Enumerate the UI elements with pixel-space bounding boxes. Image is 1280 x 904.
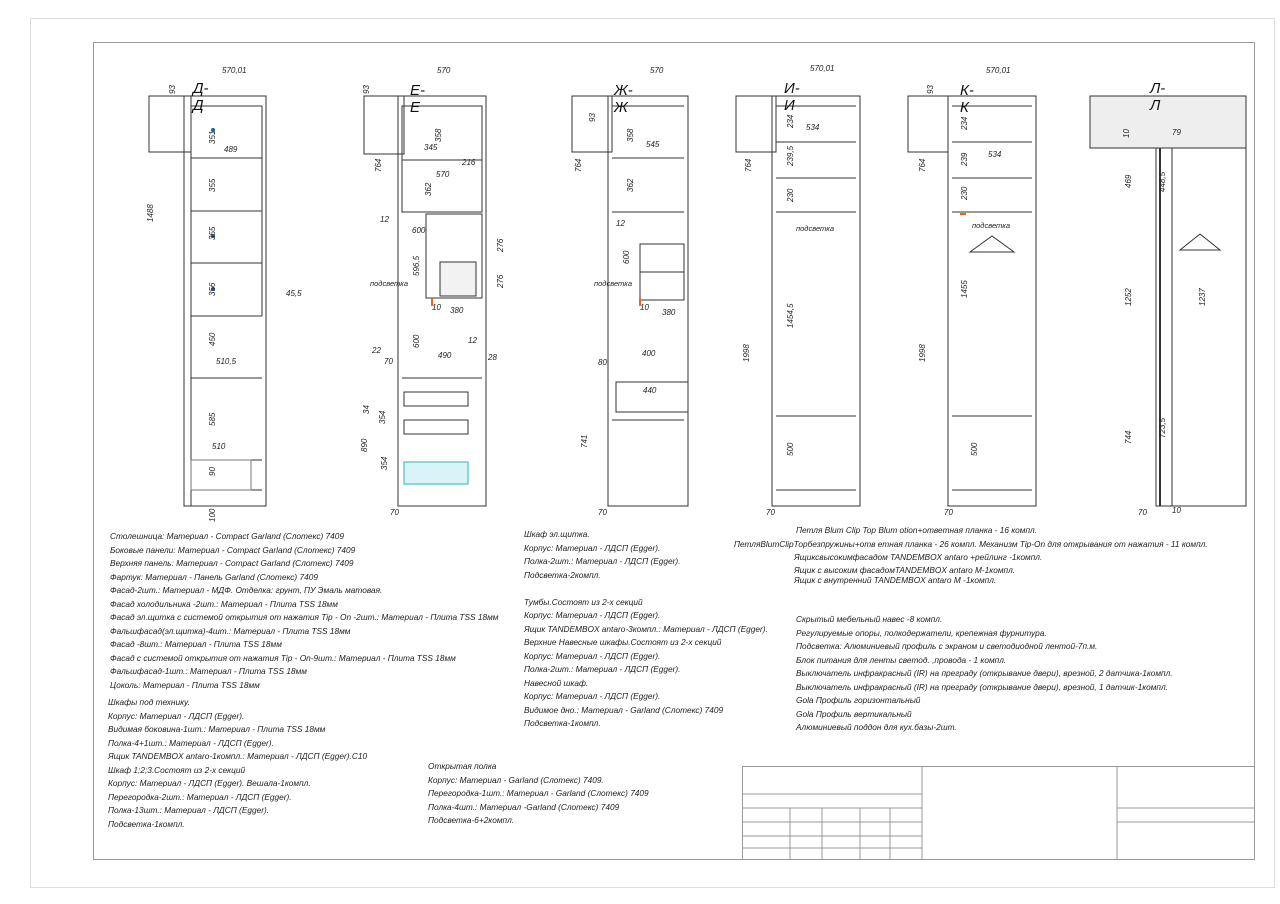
width-dim: 570,01	[810, 64, 835, 73]
note-line: Корпус: Материал - ЛДСП (Egger). Вешала-1компл.	[108, 778, 311, 788]
note-line: Перегородка-1шт.: Материал - Garland (Слотекс) 7409	[428, 788, 649, 798]
dim: 723,5	[1158, 417, 1167, 438]
dim: 345	[424, 143, 438, 152]
dim: 354	[378, 410, 387, 424]
note-line: Шкаф 1;2;3.Состоят из 2-х секций	[108, 764, 246, 775]
lighting-label: подсветка	[594, 279, 632, 288]
spec-notes-right-2	[796, 613, 1173, 735]
lighting-label: подсветка	[796, 224, 834, 233]
note-line: Подсветка-6+2компл.	[428, 815, 515, 825]
dim: 230	[960, 186, 969, 200]
note-line: Ящиксвысокимфасадом TANDEMBOX antaro +рейлинг -1компл.	[794, 552, 1043, 562]
dim: 358	[434, 128, 443, 142]
dim: 380	[662, 308, 676, 317]
dim: 741	[580, 434, 589, 448]
dim: 355	[208, 226, 217, 240]
dim: 600	[622, 250, 631, 264]
dim: 45,5	[286, 289, 302, 298]
dim: 90	[208, 467, 217, 476]
dim: 70	[944, 508, 953, 517]
note-line: Корпус: Материал - ЛДСП (Egger).	[524, 610, 661, 620]
dim: 239	[960, 152, 969, 166]
note-line: Перегородка-2шт.: Материал - ЛДСП (Egger).	[108, 791, 292, 802]
dim: 230	[786, 188, 795, 202]
note-line: Ящик TANDEMBOX antaro-3компл.: Материал - ЛДСП (Egger).	[524, 623, 768, 634]
dim: 70	[1138, 508, 1147, 517]
dim: 70	[390, 508, 399, 517]
dim: 356	[208, 282, 217, 296]
dim: 448,5	[1158, 171, 1167, 192]
note-line: Цоколь: Материал - Плита TSS 18мм	[110, 679, 260, 690]
note-line: ПетляBlumClipТорбезпружины+отв етная планка - 26 компл. Механизм Tip-On для открывания от нажатия - 11 компл.	[734, 538, 1208, 549]
note-line: Столешница: Материал - Compact Garland (Слотекс) 7409	[110, 531, 345, 541]
dim: 216	[462, 158, 476, 167]
note-line: Корпус: Материал - ЛДСП (Egger).	[524, 691, 661, 701]
dim: 10	[1172, 506, 1181, 515]
dim: 764	[744, 158, 753, 172]
note-line: Алюминиевый поддон для кух.базы-2шт.	[796, 722, 957, 732]
dim: 469	[1124, 174, 1133, 188]
dim: 489	[224, 145, 238, 154]
width-dim: 570,01	[986, 66, 1011, 75]
note-line: Тумбы.Состоят из 2-х секций	[524, 596, 643, 607]
note-line: Корпус: Материал - ЛДСП (Egger).	[108, 710, 245, 721]
note-line: Боковые панели: Материал - Compact Garland (Слотекс) 7409	[110, 544, 356, 555]
section-title: Е-Е	[410, 82, 425, 116]
dim: 362	[626, 178, 635, 192]
dim: 500	[970, 442, 979, 456]
lighting-label: подсветка	[370, 279, 408, 288]
note-line: Ящик TANDEMBOX antaro-1компл.: Материал - ЛДСП (Egger).С10	[108, 751, 368, 761]
dim: 12	[380, 215, 389, 224]
dim: 440	[643, 386, 657, 395]
note-line: Петля Blum Clip Top Blum otion+ответная планка - 16 компл.	[796, 525, 1038, 535]
dim: 355	[208, 178, 217, 192]
dim: 510,5	[216, 357, 237, 366]
section-title: И-И	[784, 80, 800, 114]
note-line: Регулируемые опоры, полкодержатели, крепежная фурнитура.	[796, 627, 1047, 638]
note-line: Подсветка-1компл.	[108, 818, 185, 829]
dim: 70	[384, 357, 393, 366]
note-line: Полка-2шт.: Материал - ЛДСП (Egger).	[524, 664, 681, 674]
note-line: Шкаф эл.щитка.	[524, 529, 590, 539]
dim: 534	[806, 123, 820, 132]
dim: 400	[642, 349, 656, 358]
spec-notes-mid-2	[428, 760, 649, 828]
width-dim: 570	[650, 66, 664, 75]
dim: 358	[626, 128, 635, 142]
width-dim: 570	[437, 66, 451, 75]
note-line: Полка-13шт.: Материал - ЛДСП (Egger).	[108, 805, 270, 815]
dim: 510	[212, 442, 226, 451]
note-line: Полка-4+1шт.: Материал - ЛДСП (Egger).	[108, 737, 274, 748]
note-line: Выключатель инфракрасный (IR) на преграду (открывание двери), врезной, 1 датчик-1компл.	[796, 681, 1168, 692]
dim: 585	[208, 412, 217, 426]
spec-notes-mid	[524, 528, 768, 731]
dim: 10	[640, 303, 649, 312]
dim: 276	[496, 238, 505, 252]
dim: 450	[208, 332, 217, 346]
note-line: Корпус: Материал - ЛДСП (Egger).	[524, 650, 661, 661]
dim: 70	[766, 508, 775, 517]
dim: 1454,5	[786, 303, 795, 328]
dim: 93	[588, 113, 597, 122]
dim: 1998	[742, 344, 751, 362]
dim: 1998	[918, 344, 927, 362]
note-line: Фартук: Материал - Панель Garland (Слотекс) 7409	[110, 571, 318, 582]
dim: 12	[616, 219, 625, 228]
note-line: Шкафы под технику.	[108, 697, 190, 707]
section-title: Л-Л	[1150, 80, 1166, 114]
width-dim: 570,01	[222, 66, 247, 75]
dim: 764	[374, 158, 383, 172]
dim: 28	[488, 353, 497, 362]
note-line: Корпус: Материал - ЛДСП (Egger).	[524, 542, 661, 553]
dim: 1488	[146, 204, 155, 222]
dim: 744	[1124, 430, 1133, 444]
dim: 1252	[1124, 288, 1133, 306]
dim: 545	[646, 140, 660, 149]
dim: 600	[412, 334, 421, 348]
section-title: Ж-Ж	[614, 82, 633, 116]
spec-notes-right	[734, 524, 1208, 585]
dim: 239,5	[786, 145, 795, 166]
dim: 93	[168, 85, 177, 94]
section-title: Д-Д	[193, 80, 209, 114]
dim: 276	[496, 274, 505, 288]
note-line: Полка-4шт.: Материал -Garland (Слотекс) 7409	[428, 801, 620, 812]
note-line: Видимое дно.: Материал - Garland (Слотекс) 7409	[524, 704, 724, 715]
note-line: Скрытый мебельный навес -8 компл.	[796, 614, 943, 624]
dim: 234	[960, 116, 969, 130]
note-line: Подсветка-1компл.	[524, 718, 601, 728]
dim: 351	[208, 130, 217, 144]
note-line: Фасад-2шт.: Материал - МДФ. Отделка: грунт, ПУ Эмаль матовая.	[110, 585, 383, 595]
dim: 93	[362, 85, 371, 94]
note-line: Фальшфасад(эл.щитка)-4шт.: Материал - Плита TSS 18мм	[110, 625, 351, 636]
dim: 22	[372, 346, 381, 355]
note-line: Gola Профиль горизонтальный	[796, 695, 921, 705]
note-line: Верхние Навесные шкафы.Состоят из 2-х секций	[524, 637, 722, 647]
title-block	[742, 766, 1254, 860]
dim: 596,5	[412, 255, 421, 276]
note-line: Открытая полка	[428, 761, 497, 771]
dim: 10	[1122, 129, 1131, 138]
dim: 1237	[1198, 288, 1207, 306]
note-line: Фасад эл.щитка с системой открытия от нажатия Tip - On -2шт.: Материал - Плита TSS 18мм	[110, 612, 499, 622]
note-line: Подсветка-2компл.	[524, 569, 601, 580]
dim: 500	[786, 442, 795, 456]
note-line: Ящик с высоким фасадомTANDEMBOX antaro М-1компл.	[794, 564, 1016, 575]
note-line: Ящик с внутренний TANDEMBOX antaro М -1компл.	[794, 574, 997, 585]
dim: 93	[926, 85, 935, 94]
note-line: Gola Профиль вертикальный	[796, 708, 912, 719]
dim: 490	[438, 351, 452, 360]
dim: 100	[208, 508, 217, 522]
dim: 362	[424, 182, 433, 196]
note-line: Фасад холодильника -2шт.: Материал - Плита TSS 18мм	[110, 598, 338, 609]
dim: 1455	[960, 280, 969, 298]
dim: 234	[786, 114, 795, 128]
spec-notes-left	[110, 530, 498, 692]
dim: 764	[918, 158, 927, 172]
note-line: Фасад с системой открытия от нажатия Tip - On-9шт.: Материал - Плита TSS 18мм	[110, 652, 456, 663]
section-title: К-К	[960, 82, 974, 116]
dim: 570	[436, 170, 450, 179]
lighting-label: подсветка	[972, 221, 1010, 230]
note-line	[524, 582, 768, 596]
dim: 534	[988, 150, 1002, 159]
note-line: Блок питания для ленты светод. ,провода - 1 компл.	[796, 654, 1007, 665]
note-line: Подсветка: Алюминиевый профиль с экраном и светодиодной лентой-7п.м.	[796, 641, 1098, 651]
dim: 890	[360, 438, 369, 452]
dim: 380	[450, 306, 464, 315]
note-line: Полка-2шт.: Материал - ЛДСП (Egger).	[524, 556, 681, 566]
dim: 764	[574, 158, 583, 172]
dim: 80	[598, 358, 607, 367]
dim: 79	[1172, 128, 1181, 137]
dim: 10	[432, 303, 441, 312]
note-line: Видимая боковина-1шт.: Материал - Плита TSS 18мм	[108, 724, 326, 734]
note-line: Корпус: Материал - Garland (Слотекс) 7409.	[428, 774, 604, 785]
dim: 354	[380, 456, 389, 470]
note-line: Фасад -8шт.: Материал - Плита TSS 18мм	[110, 639, 282, 649]
dim: 12	[468, 336, 477, 345]
note-line: Верхняя панель: Материал - Compact Garland (Слотекс) 7409	[110, 558, 354, 568]
note-line: Фальшфасад-1шт.: Материал - Плита TSS 18мм	[110, 666, 307, 676]
dim: 70	[598, 508, 607, 517]
spec-notes-left-2	[108, 696, 367, 831]
note-line: Выключатель инфракрасный (IR) на преграду (открывание двери), врезной, 2 датчика-1компл.	[796, 668, 1173, 678]
note-line: Навесной шкаф.	[524, 677, 589, 688]
dim: 600	[412, 226, 426, 235]
dim: 34	[362, 405, 371, 414]
